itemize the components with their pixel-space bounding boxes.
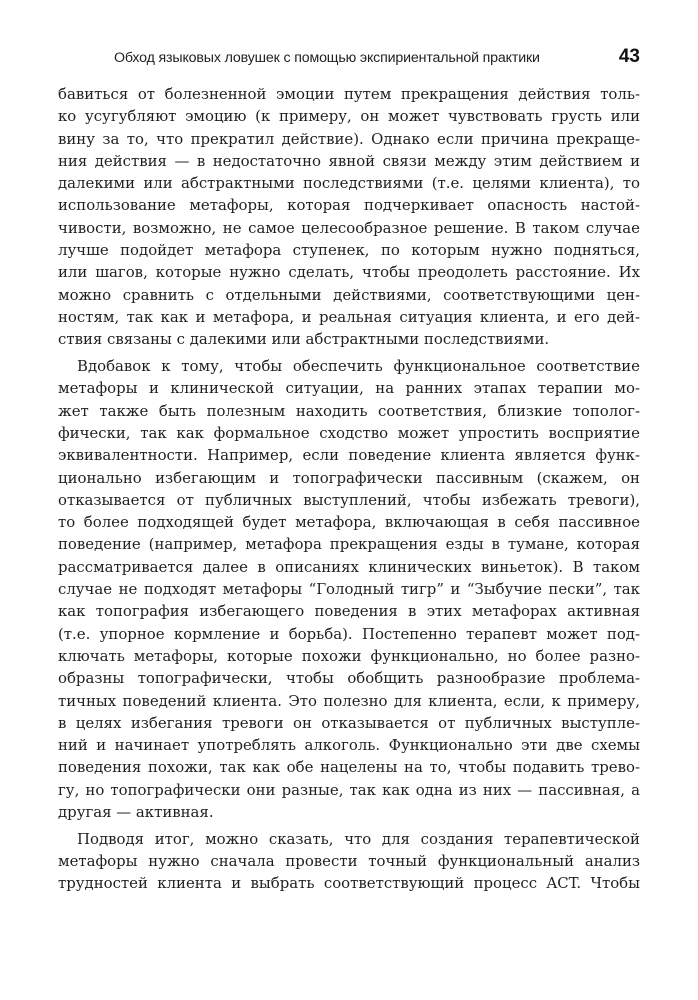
- paragraph: [58, 828, 640, 895]
- text-line: Подводя итог, можно сказать, что для создания терапевтической: [77, 829, 640, 848]
- page-number: 43: [618, 46, 640, 67]
- text-line: ний и начинает употреблять алкоголь. Функционально эти две схемы: [58, 736, 640, 755]
- text-line: ствия связаны с далекими или абстрактными последствиями.: [58, 330, 550, 349]
- page-header: [58, 44, 640, 72]
- text-line: или шагов, которые нужно сделать, чтобы преодолеть расстояние. Их: [58, 263, 640, 282]
- text-line: ционально избегающим и топографически пассивным (скажем, он: [58, 468, 640, 487]
- text-line: метафоры нужно сначала провести точный функциональный анализ: [58, 852, 640, 871]
- text-line: (т.е. упорное кормление и борьба). Постепенно терапевт может под-: [58, 624, 640, 643]
- text-line: использование метафоры, которая подчеркивает опасность настой-: [58, 196, 640, 215]
- text-line: далекими или абстрактными последствиями (т.е. целями клиента), то: [58, 174, 640, 193]
- paragraph: [58, 83, 640, 351]
- text-line: бавиться от болезненной эмоции путем прекращения действия толь-: [58, 85, 640, 103]
- text-line: то более подходящей будет метафора, включающая в себя пассивное: [58, 513, 640, 532]
- text-line: в целях избегания тревоги он отказывается от публичных выступле-: [58, 713, 640, 732]
- text-line: как топография избегающего поведения в этих метафорах активная: [58, 602, 640, 621]
- text-line: ключать метафоры, которые похожи функционально, но более разно-: [58, 646, 640, 665]
- text-line: ко усугубляют эмоцию (к примеру, он может чувствовать грусть или: [58, 107, 640, 126]
- text-line: эквивалентности. Например, если поведение клиента является функ-: [58, 446, 640, 465]
- text-line: Вдобавок к тому, чтобы обеспечить функциональное соответствие: [77, 357, 640, 376]
- text-line: случае не подходят метафоры “Голодный тигр” и “Зыбучие пески”, так: [58, 580, 640, 599]
- text-line: трудностей клиента и выбрать соответствующий процесс ACT. Чтобы: [58, 874, 640, 893]
- text-line: можно сравнить с отдельными действиями, соответствующими цен-: [58, 285, 640, 304]
- text-line: вину за то, что прекратил действие). Однако если причина прекраще-: [58, 129, 640, 148]
- body-text: [58, 83, 640, 895]
- text-line: ния действия — в недостаточно явной связи между этим действием и: [58, 151, 640, 170]
- text-line: метафоры и клинической ситуации, на ранних этапах терапии мо-: [58, 379, 640, 398]
- text-line: рассматривается далее в описаниях клинических виньеток). В таком: [58, 557, 640, 576]
- text-line: поведения похожи, так как обе нацелены на то, чтобы подавить трево-: [58, 758, 640, 777]
- text-line: поведение (например, метафора прекращения езды в тумане, которая: [58, 535, 640, 554]
- text-line: тичных поведений клиента. Это полезно для клиента, если, к примеру,: [58, 691, 640, 710]
- running-title: Обход языковых ловушек с помощью экспириентальной практики: [114, 50, 540, 66]
- text-line: гу, но топографически они разные, так как одна из них — пассивная, а: [58, 780, 640, 799]
- text-line: фически, так как формальное сходство может упростить восприятие: [58, 423, 640, 442]
- text-line: лучше подойдет метафора ступенек, по которым нужно подняться,: [58, 241, 640, 260]
- text-line: чивости, возможно, не самое целесообразное решение. В таком случае: [58, 218, 640, 237]
- text-line: отказывается от публичных выступлений, чтобы избежать тревоги),: [58, 490, 640, 509]
- text-line: другая — активная.: [58, 803, 214, 821]
- text-line: ностям, так как и метафора, и реальная ситуация клиента, и его дей-: [58, 307, 640, 326]
- text-line: образны топографически, чтобы обобщить разнообразие проблема-: [58, 669, 640, 688]
- text-line: жет также быть полезным находить соответствия, близкие тополог-: [58, 401, 640, 420]
- paragraph: [58, 355, 640, 823]
